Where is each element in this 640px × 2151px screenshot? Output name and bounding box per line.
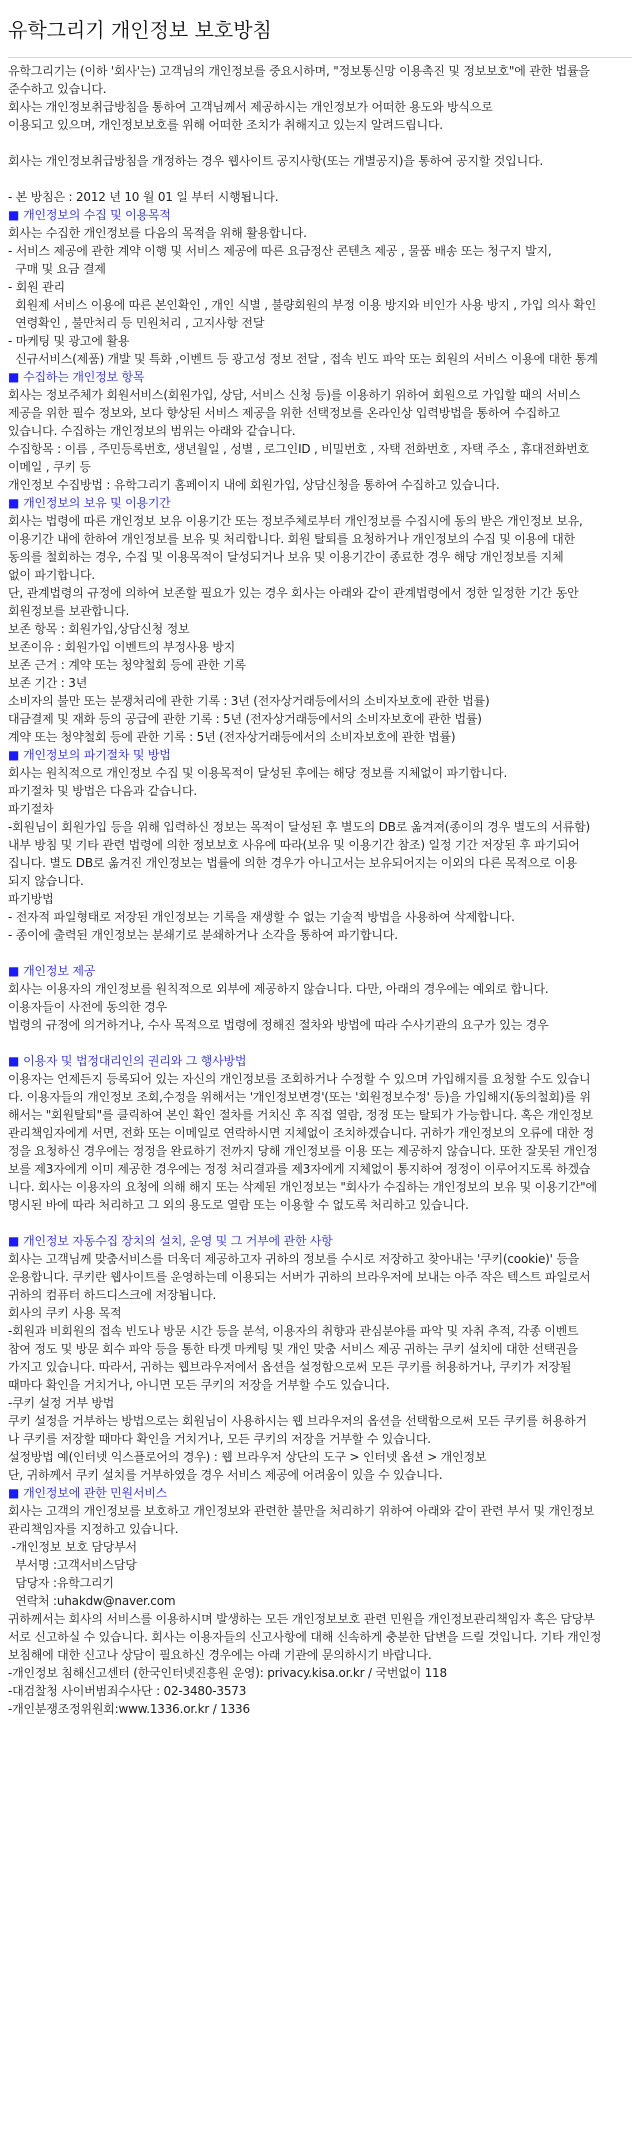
text-line: 회사는 개인정보취급방침을 개정하는 경우 웹사이트 공지사항(또는 개별공지)을 통하여 공지할 것입니다. (8, 154, 543, 168)
blank-line (8, 1214, 632, 1232)
section-heading-text: 개인정보 제공 (23, 964, 96, 978)
text-line: 귀하의 컴퓨터 하드디스크에 저장됩니다. (8, 1288, 217, 1302)
text-line: 이용되고 있으며, 개인정보보호를 위해 어떠한 조치가 취해지고 있는지 알려드립니다. (8, 118, 443, 132)
text-line: 니다. 회사는 이용자의 요청에 의해 해지 또는 삭제된 개인정보는 "회사가 수집하는 개인정보의 보유 및 이용기간"에 (8, 1180, 597, 1194)
text-line: 계약 또는 청약철회 등에 관한 기록 : 5년 (전자상거래등에서의 소비자보호에 관한 법률) (8, 730, 456, 744)
text-line: 수집항목 : 이름 , 주민등록번호, 생년월일 , 성별 , 로그인ID , 비밀번호 , 자택 전화번호 , 자택 주소 , 휴대전화번호 (8, 442, 589, 456)
square-bullet-icon: ■ (8, 748, 20, 762)
text-line: 다. 이용자들의 개인정보 조회,수정을 위해서는 '개인정보변경'(또는 '회원정보수정' 등)을 가입해지(동의철회)를 위 (8, 1090, 591, 1104)
text-line: 제공을 위한 필수 정보와, 보다 향상된 서비스 제공을 위한 선택정보를 온라인상 입력방법을 통하여 수집하고 (8, 406, 560, 420)
section-heading (8, 206, 632, 224)
text-line: 회사는 개인정보취급방침을 통하여 고객님께서 제공하시는 개인정보가 어떠한 용도와 방식으로 (8, 100, 493, 114)
text-line: -개인분쟁조정위원회:www.1336.or.kr / 1336 (8, 1702, 250, 1716)
text-line: 파기절차 (8, 802, 54, 816)
square-bullet-icon: ■ (8, 1054, 20, 1068)
section-heading (8, 368, 632, 386)
text-line: 귀하께서는 회사의 서비스를 이용하시며 발생하는 모든 개인정보보호 관련 민원을 개인정보관리책임자 혹은 담당부 (8, 1612, 595, 1626)
text-line: -대검찰청 사이버범죄수사단 : 02-3480-3573 (8, 1684, 247, 1698)
text-line: 연락처 :uhakdw@naver.com (8, 1594, 176, 1608)
square-bullet-icon: ■ (8, 208, 20, 222)
text-line: 구매 및 요금 결제 (8, 262, 106, 276)
text-line: 설정방법 예(인터넷 익스플로어의 경우) : 웹 브라우저 상단의 도구 > 인터넷 옵션 > 개인정보 (8, 1450, 487, 1464)
text-line: 집니다. 별도 DB로 옮겨진 개인정보는 법률에 의한 경우가 아니고서는 보유되어지는 이외의 다른 목적으로 이용 (8, 856, 577, 870)
section-heading-text: 개인정보 자동수집 장치의 설치, 운영 및 그 거부에 관한 사항 (23, 1234, 333, 1248)
section-heading (8, 1484, 632, 1502)
section-heading (8, 962, 632, 980)
text-line: 단, 귀하께서 쿠키 설치를 거부하였을 경우 서비스 제공에 어려움이 있을 수 있습니다. (8, 1468, 443, 1482)
text-line: 운용합니다. 쿠키란 웹사이트를 운영하는데 이용되는 서버가 귀하의 브라우저에 보내는 아주 작은 텍스트 파일로서 (8, 1270, 591, 1284)
text-line: 유학그리기는 (이하 '회사'는) 고객님의 개인정보를 중요시하며, "정보통신망 이용촉진 및 정보보호"에 관한 법률을 (8, 64, 590, 78)
text-line: 없이 파기합니다. (8, 568, 95, 582)
text-line: 소비자의 불만 또는 분쟁처리에 관한 기록 : 3년 (전자상거래등에서의 소비자보호에 관한 법률) (8, 694, 490, 708)
text-line: 보존 근거 : 계약 또는 청약철회 등에 관한 기록 (8, 658, 246, 672)
section-heading-text: 이용자 및 법정대리인의 권리와 그 행사방법 (23, 1054, 247, 1068)
text-line: 정을 요청하신 경우에는 정정을 완료하기 전까지 당해 개인정보를 이용 또는 제공하지 않습니다. 또한 잘못된 개인정 (8, 1144, 598, 1158)
section-heading (8, 1052, 632, 1070)
text-line: 관리책임자를 지정하고 있습니다. (8, 1522, 179, 1536)
square-bullet-icon: ■ (8, 496, 20, 510)
square-bullet-icon: ■ (8, 370, 20, 384)
text-line: 회사는 고객님께 맞춤서비스를 더욱더 제공하고자 귀하의 정보를 수시로 저장하고 찾아내는 '쿠키(cookie)' 등을 (8, 1252, 580, 1266)
text-line: 보존 기간 : 3년 (8, 676, 88, 690)
text-line: -개인정보 침해신고센터 (한국인터넷진흥원 운영): privacy.kisa.or.kr / 국번없이 118 (8, 1666, 447, 1680)
text-line: 되지 않습니다. (8, 874, 84, 888)
section-heading (8, 1232, 632, 1250)
blank-line (8, 170, 632, 188)
text-line: 이용자는 언제든지 등록되어 있는 자신의 개인정보를 조회하거나 수정할 수 있으며 가입해지를 요청할 수도 있습니 (8, 1072, 591, 1086)
section-heading-text: 개인정보의 수집 및 이용목적 (23, 208, 171, 222)
section-heading-text: 수집하는 개인정보 항목 (23, 370, 145, 384)
text-line: -회원과 비회원의 접속 빈도나 방문 시간 등을 분석, 이용자의 취향과 관심분야를 파악 및 자취 추적, 각종 이벤트 (8, 1324, 579, 1338)
section-heading-text: 개인정보의 파기절차 및 방법 (23, 748, 171, 762)
text-line: 회원정보를 보관합니다. (8, 604, 130, 618)
text-line: -회원님이 회원가입 등을 위해 입력하신 정보는 목적이 달성된 후 별도의 DB로 옮겨져(종이의 경우 별도의 서류함) (8, 820, 591, 834)
text-line: 동의를 철회하는 경우, 수집 및 이용목적이 달성되거나 보유 및 이용기간이 종료한 경우 해당 개인정보를 지체 (8, 550, 564, 564)
section-heading-text: 개인정보에 관한 민원서비스 (23, 1486, 168, 1500)
blank-line (8, 1034, 632, 1052)
text-line: 대금결제 및 재화 등의 공급에 관한 기록 : 5년 (전자상거래등에서의 소비자보호에 관한 법률) (8, 712, 482, 726)
text-line: 회원제 서비스 이용에 따른 본인확인 , 개인 식별 , 불량회원의 부정 이용 방지와 비인가 사용 방지 , 가입 의사 확인 (8, 298, 597, 312)
text-line: 파기절차 및 방법은 다음과 같습니다. (8, 784, 197, 798)
square-bullet-icon: ■ (8, 1234, 20, 1248)
text-line: - 전자적 파일형태로 저장된 개인정보는 기록을 재생할 수 없는 기술적 방법을 사용하여 삭제합니다. (8, 910, 515, 924)
text-line: 참여 정도 및 방문 회수 파악 등을 통한 타겟 마케팅 및 개인 맞춤 서비스 제공 귀하는 쿠키 설치에 대한 선택권을 (8, 1342, 578, 1356)
text-line: 법령의 규정에 의거하거나, 수사 목적으로 법령에 정해진 절차와 방법에 따라 수사기관의 요구가 있는 경우 (8, 1018, 549, 1032)
text-line: 서로 신고하실 수 있습니다. 회사는 이용자들의 신고사항에 대해 신속하게 충분한 답변을 드릴 것입니다. 기타 개인정 (8, 1630, 602, 1644)
text-line: -쿠키 설정 거부 방법 (8, 1396, 115, 1410)
text-line: -개인정보 보호 담당부서 (8, 1540, 137, 1554)
text-line: 준수하고 있습니다. (8, 82, 107, 96)
text-line: 연령확인 , 불만처리 등 민원처리 , 고지사항 전달 (8, 316, 265, 330)
text-line: 이메일 , 쿠키 등 (8, 460, 91, 474)
section-heading-text: 개인정보의 보유 및 이용기간 (23, 496, 171, 510)
text-line: 쿠키 설정을 거부하는 방법으로는 회원님이 사용하시는 웹 브라우저의 옵션을 선택함으로써 모든 쿠키를 허용하거 (8, 1414, 587, 1428)
text-line: 나 쿠키를 저장할 때마다 확인을 거치거나, 모든 쿠키의 저장을 거부할 수 있습니다. (8, 1432, 431, 1446)
text-line: 해서는 "회원탈퇴"를 클릭하여 본인 확인 절차를 거치신 후 직접 열람, 정정 또는 탈퇴가 가능합니다. 혹은 개인정보 (8, 1108, 593, 1122)
text-line: - 회원 관리 (8, 280, 65, 294)
text-line: 개인정보 수집방법 : 유학그리기 홈페이지 내에 회원가입, 상담신청을 통하여 수집하고 있습니다. (8, 478, 500, 492)
text-line: 신규서비스(제품) 개발 및 특화 ,이벤트 등 광고성 정보 전달 , 접속 빈도 파악 또는 회원의 서비스 이용에 대한 통계 (8, 352, 598, 366)
text-line: 이용기간 내에 한하여 개인정보를 보유 및 처리합니다. 회원 탈퇴를 요청하거나 개인정보의 수집 및 이용에 대한 (8, 532, 575, 546)
page-title: 유학그리기 개인정보 보호방침 (8, 14, 632, 58)
text-line: 내부 방침 및 기타 관련 법령에 의한 정보보호 사유에 따라(보유 및 이용기간 참조) 일정 기간 저장된 후 파기되어 (8, 838, 580, 852)
text-line: 회사의 쿠키 사용 목적 (8, 1306, 122, 1320)
text-line: 가지고 있습니다. 따라서, 귀하는 웹브라우저에서 옵션을 설정함으로써 모든 쿠키를 허용하거나, 쿠키가 저장될 (8, 1360, 572, 1374)
text-line: 회사는 법령에 따른 개인정보 보유 이용기간 또는 정보주체로부터 개인정보를 수집시에 동의 받은 개인정보 보유, (8, 514, 583, 528)
blank-line (8, 134, 632, 152)
text-line: 이용자들이 사전에 동의한 경우 (8, 1000, 167, 1014)
text-line: 보침해에 대한 신고나 상담이 필요하신 경우에는 아래 기관에 문의하시기 바랍니다. (8, 1648, 432, 1662)
text-line: 단, 관계법령의 규정에 의하여 보존할 필요가 있는 경우 회사는 아래와 같이 관계법령에서 정한 일정한 기간 동안 (8, 586, 579, 600)
text-line: - 본 방침은 : 2012 년 10 월 01 일 부터 시행됩니다. (8, 190, 279, 204)
text-line: - 종이에 출력된 개인정보는 분쇄기로 분쇄하거나 소각을 통하여 파기합니다. (8, 928, 398, 942)
text-line: - 마케팅 및 광고에 활용 (8, 334, 130, 348)
text-line: - 서비스 제공에 관한 계약 이행 및 서비스 제공에 따른 요금정산 콘텐츠 제공 , 물품 배송 또는 청구지 발지, (8, 244, 552, 258)
text-line: 있습니다. 수집하는 개인정보의 범위는 아래와 같습니다. (8, 424, 296, 438)
section-heading (8, 494, 632, 512)
text-line: 회사는 고객의 개인정보를 보호하고 개인정보와 관련한 불만을 처리하기 위하여 아래와 같이 관련 부서 및 개인정보 (8, 1504, 595, 1518)
text-line: 때마다 확인을 거치거나, 아니면 모든 쿠키의 저장을 거부할 수도 있습니다. (8, 1378, 390, 1392)
text-line: 회사는 정보주체가 회원서비스(회원가입, 상담, 서비스 신청 등)를 이용하기 위하여 회원으로 가입할 때의 서비스 (8, 388, 581, 402)
text-line: 부서명 :고객서비스담당 (8, 1558, 137, 1572)
text-line: 관리책임자에게 서면, 전화 또는 이메일로 연락하시면 지체없이 조치하겠습니다. 귀하가 개인정보의 오류에 대한 정 (8, 1126, 595, 1140)
text-line: 파기방법 (8, 892, 54, 906)
text-line: 보존 항목 : 회원가입,상담신청 정보 (8, 622, 190, 636)
text-line: 보존이유 : 회원가입 이벤트의 부정사용 방지 (8, 640, 235, 654)
section-heading (8, 746, 632, 764)
square-bullet-icon: ■ (8, 1486, 20, 1500)
square-bullet-icon: ■ (8, 964, 20, 978)
text-line: 회사는 이용자의 개인정보를 원칙적으로 외부에 제공하지 않습니다. 다만, 아래의 경우에는 예외로 합니다. (8, 982, 549, 996)
text-line: 회사는 수집한 개인정보를 다음의 목적을 위해 활용합니다. (8, 226, 307, 240)
text-line: 보를 제3자에게 이미 제공한 경우에는 정정 처리결과를 제3자에게 지체없이 통지하여 정정이 이루어지도록 하겠습 (8, 1162, 591, 1176)
text-line: 회사는 원칙적으로 개인정보 수집 및 이용목적이 달성된 후에는 해당 정보를 지체없이 파기합니다. (8, 766, 508, 780)
text-line: 명시된 바에 따라 처리하고 그 외의 용도로 열람 또는 이용할 수 없도록 처리하고 있습니다. (8, 1198, 469, 1212)
text-line: 담당자 :유학그리기 (8, 1576, 114, 1590)
policy-content (8, 62, 632, 1718)
blank-line (8, 944, 632, 962)
